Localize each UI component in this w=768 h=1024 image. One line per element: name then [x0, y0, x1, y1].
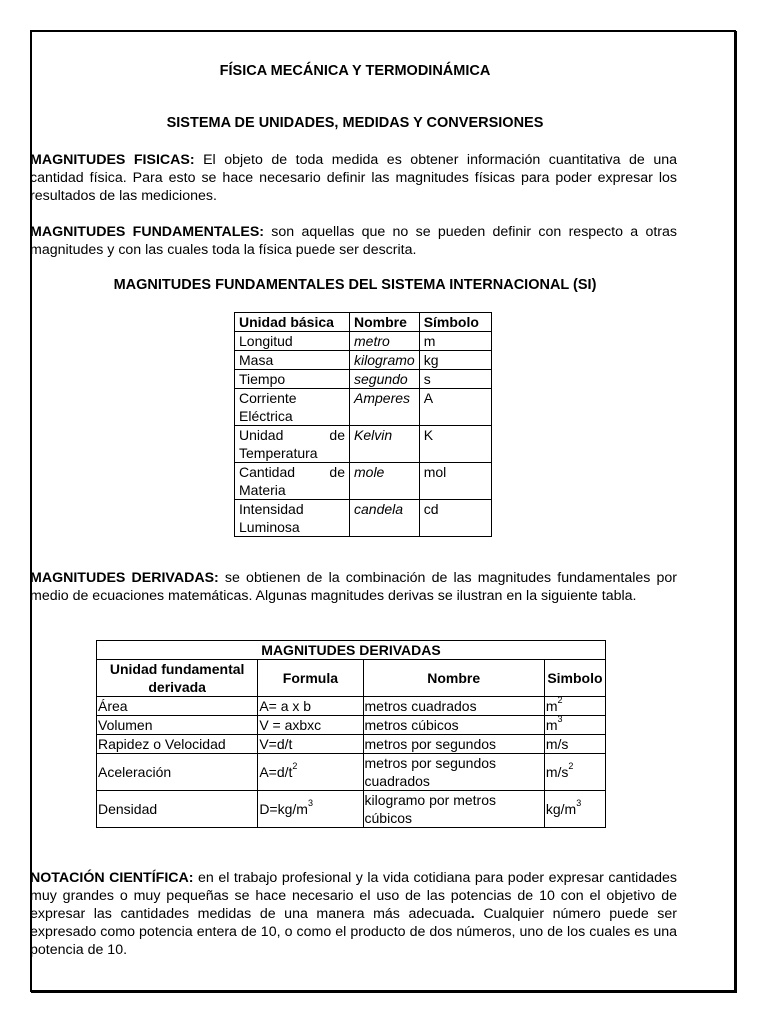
paragraph-notacion-cientifica [30, 869, 677, 959]
name-cell: Kelvin [350, 426, 420, 463]
paragraph-text: Cualquier número puede ser expresado como potencia entera de 10, o como el producto de dos números, uno de los cuales es una potencia de 10. [30, 906, 677, 958]
table-row [235, 426, 492, 463]
symbol-cell [544, 735, 605, 754]
unit-name: Corriente [239, 390, 297, 406]
name-cell: candela [350, 500, 420, 537]
si-fundamental-table [234, 312, 492, 537]
symbol-cell: A [419, 389, 491, 426]
unit-cell [235, 389, 350, 426]
unit-cell [235, 426, 350, 463]
formula-cell [258, 716, 363, 735]
symbol-exponent: 3 [557, 714, 563, 725]
name-cell: mole [350, 463, 420, 500]
name-cell: metros cúbicos [363, 716, 544, 735]
unit-name-connector: de [329, 464, 345, 480]
term-label: MAGNITUDES DERIVADAS: [30, 570, 219, 586]
paragraph-text: en el trabajo profesional y la vida cotidiana para poder expresar cantidades muy grandes o muy pequeñas se hace necesario el uso de las potencias de 10 con el objetivo de expresar las cantidades medidas de una manera más adecuada [30, 870, 677, 922]
unit-cell: Densidad [97, 791, 258, 828]
unit-cell [235, 370, 350, 389]
formula-cell [258, 754, 363, 791]
table-row [235, 370, 492, 389]
symbol-cell: cd [419, 500, 491, 537]
si-table-heading: MAGNITUDES FUNDAMENTALES DEL SISTEMA INTERNACIONAL (SI) [113, 277, 597, 293]
unit-name: Cantidad [239, 464, 296, 480]
name-cell: metro [350, 332, 420, 351]
table-row [97, 791, 606, 828]
section-title: SISTEMA DE UNIDADES, MEDIDAS Y CONVERSIONES [166, 115, 544, 131]
unit-name: Unidad [239, 427, 284, 443]
name-cell: segundo [350, 370, 420, 389]
term-label: MAGNITUDES FUNDAMENTALES: [30, 224, 265, 240]
formula-cell [258, 791, 363, 828]
unit-cell: Rapidez o Velocidad [97, 735, 258, 754]
table-row [235, 389, 492, 426]
unit-cell [235, 463, 350, 500]
symbol-cell [544, 754, 605, 791]
column-header: Formula [258, 660, 363, 697]
table-row [97, 697, 606, 716]
symbol-exponent: 2 [568, 761, 574, 772]
paragraph-period: . [470, 906, 475, 922]
table-caption-row [97, 641, 606, 660]
term-label: NOTACIÓN CIENTÍFICA: [30, 870, 194, 886]
symbol-text: kg/m [545, 801, 577, 817]
formula-cell [258, 697, 363, 716]
symbol-exponent: 2 [557, 695, 563, 706]
name-cell: kilogramo [350, 351, 420, 370]
formula-text: V = axbxc [259, 717, 322, 733]
paragraph-text: se obtienen de la combinación de las magnitudes fundamentales por medio de ecuaciones matemáticas. Algunas magnitudes derivas se ilustran en la siguiente tabla. [30, 570, 678, 604]
symbol-cell [544, 791, 605, 828]
symbol-text: m [545, 717, 558, 733]
symbol-text: m [545, 698, 558, 714]
table-row [97, 754, 606, 791]
paragraph-magnitudes-fundamentales [30, 223, 677, 259]
unit-name-continued: Eléctrica [239, 408, 293, 424]
name-cell: metros cuadrados [363, 697, 544, 716]
formula-exponent: 2 [292, 761, 298, 772]
table-header-row [97, 660, 606, 697]
column-header: Símbolo [419, 313, 491, 332]
paragraph-text: son aquellas que no se pueden definir con respecto a otras magnitudes y con las cuales toda la física puede ser descrita. [30, 224, 677, 258]
formula-exponent: 3 [307, 798, 313, 809]
table-row [97, 735, 606, 754]
symbol-cell: m [419, 332, 491, 351]
paragraph-magnitudes-derivadas [30, 569, 677, 605]
column-header: Unidad fundamental derivada [97, 660, 258, 697]
unit-name-continued: Materia [239, 482, 286, 498]
unit-name-continued: Luminosa [239, 519, 300, 535]
name-cell: kilogramo por metros cúbicos [363, 791, 544, 828]
table-row [235, 351, 492, 370]
unit-name-connector: de [329, 427, 345, 443]
formula-text: A=d/t [259, 764, 293, 780]
derived-magnitudes-table [96, 640, 606, 828]
document-title: FÍSICA MECÁNICA Y TERMODINÁMICA [219, 63, 491, 79]
column-header: Unidad básica [235, 313, 350, 332]
column-header: Nombre [350, 313, 420, 332]
paragraph-text: El objeto de toda medida es obtener información cuantitativa de una cantidad física. Para esto se hace necesario definir las magnitudes físicas para poder expresar los resultados de las mediciones. [30, 152, 677, 204]
table-row [235, 332, 492, 351]
symbol-exponent: 3 [576, 798, 582, 809]
name-cell: Amperes [350, 389, 420, 426]
table-header-row [235, 313, 492, 332]
table-row [235, 463, 492, 500]
symbol-text: m/s [545, 764, 569, 780]
symbol-text: m/s [545, 736, 569, 752]
unit-name: Longitud [239, 333, 293, 349]
unit-name-continued: Temperatura [239, 445, 318, 461]
name-cell: metros por segundos [363, 735, 544, 754]
formula-text: V=d/t [259, 736, 293, 752]
table-row [97, 716, 606, 735]
column-header: Nombre [363, 660, 544, 697]
symbol-cell: s [419, 370, 491, 389]
column-header: Simbolo [544, 660, 605, 697]
unit-cell [235, 500, 350, 537]
paragraph-magnitudes-fisicas [30, 151, 677, 205]
symbol-cell [544, 716, 605, 735]
symbol-cell [544, 697, 605, 716]
name-cell: metros por segundos cuadrados [363, 754, 544, 791]
formula-text: A= a x b [259, 698, 312, 714]
formula-text: D=kg/m [259, 801, 308, 817]
symbol-cell: mol [419, 463, 491, 500]
unit-name: Masa [239, 352, 274, 368]
unit-cell: Aceleración [97, 754, 258, 791]
symbol-cell: kg [419, 351, 491, 370]
unit-cell [235, 351, 350, 370]
unit-cell: Área [97, 697, 258, 716]
unit-cell [235, 332, 350, 351]
unit-cell: Volumen [97, 716, 258, 735]
table-caption: MAGNITUDES DERIVADAS [97, 641, 606, 660]
table-row [235, 500, 492, 537]
unit-name: Intensidad [239, 501, 304, 517]
symbol-cell: K [419, 426, 491, 463]
term-label: MAGNITUDES FISICAS: [30, 152, 195, 168]
formula-cell [258, 735, 363, 754]
unit-name: Tiempo [239, 371, 286, 387]
